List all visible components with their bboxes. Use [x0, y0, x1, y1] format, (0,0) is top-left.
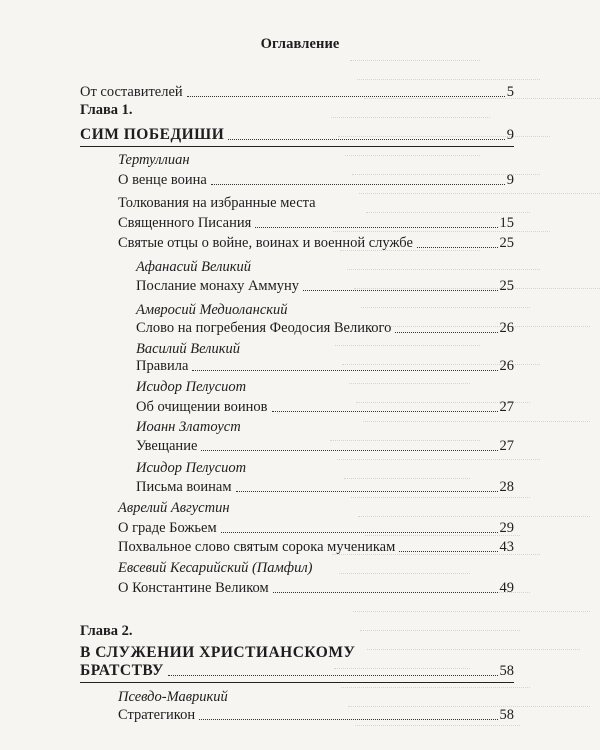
toc-entry-title: Афанасий Великий — [136, 259, 251, 275]
toc-entry — [80, 417, 514, 437]
toc-page-number: 58 — [499, 707, 514, 723]
toc-entry — [80, 300, 514, 320]
toc-entry-title: Евсевий Кесарийский (Памфил) — [118, 560, 313, 576]
toc-entry — [80, 498, 514, 518]
dot-leader — [303, 290, 498, 291]
toc-entry — [80, 257, 514, 277]
toc-entry-title: Стратегикон — [118, 707, 196, 723]
toc-entry — [80, 150, 514, 170]
toc-page-number: 25 — [499, 235, 514, 251]
toc-entry — [80, 100, 514, 120]
toc-entry-title: В СЛУЖЕНИИ ХРИСТИАНСКОМУ — [80, 644, 356, 661]
toc-page-number: 9 — [506, 127, 514, 143]
dot-leader — [211, 184, 505, 185]
toc-entry-title: Толкования на избранные места — [118, 195, 316, 211]
toc-entry-title: Правила — [136, 358, 189, 374]
dot-leader — [255, 227, 498, 228]
toc-entry-title: От составителей — [80, 84, 183, 100]
toc-entry — [80, 687, 514, 707]
dot-leader — [399, 551, 498, 552]
toc-page-number: 49 — [499, 580, 514, 596]
toc-entry — [80, 436, 514, 456]
page-title: Оглавление — [260, 36, 340, 52]
toc-page-number: 25 — [499, 278, 514, 294]
toc-entry — [80, 82, 514, 102]
toc-entry — [80, 397, 514, 417]
toc-entry-title: Тертуллиан — [118, 152, 190, 168]
toc-page-number: 28 — [499, 479, 514, 495]
toc-entry-title: Послание монаху Аммуну — [136, 278, 300, 294]
toc-entry — [80, 318, 514, 338]
toc-page-number: 43 — [499, 539, 514, 555]
toc-entry-title: Глава 2. — [80, 623, 133, 639]
toc-page-number: 26 — [499, 320, 514, 336]
dot-leader — [395, 332, 498, 333]
toc-entry-title: Исидор Пелусиот — [136, 379, 247, 395]
toc-entry-title: О венце воина — [118, 172, 207, 188]
toc-entry — [80, 125, 514, 145]
toc-page-number: 27 — [499, 399, 514, 415]
toc-entry — [80, 233, 514, 253]
dot-leader — [417, 247, 498, 248]
toc-entry — [80, 518, 514, 538]
toc-entry — [80, 170, 514, 190]
toc-page-number: 29 — [499, 520, 514, 536]
toc-entry-title: Об очищении воинов — [136, 399, 268, 415]
toc-entry — [80, 477, 514, 497]
chapter-rule — [80, 682, 514, 683]
toc-entry — [80, 661, 514, 681]
dot-leader — [272, 411, 498, 412]
dot-leader — [236, 491, 498, 492]
toc-entry — [80, 193, 514, 213]
toc-entry — [80, 537, 514, 557]
toc-entry — [80, 643, 514, 663]
toc-entry-title: Амвросий Медиоланский — [136, 302, 288, 318]
dot-leader — [273, 592, 498, 593]
toc-page-number: 58 — [499, 663, 514, 679]
dot-leader — [187, 96, 505, 97]
toc-entry — [80, 458, 514, 478]
dot-leader — [201, 450, 498, 451]
toc-entry-title: Письма воинам — [136, 479, 232, 495]
dot-leader — [168, 675, 498, 676]
toc-page-number: 15 — [499, 215, 514, 231]
toc-entry-title: О граде Божьем — [118, 520, 217, 536]
toc-entry-title: СИМ ПОБЕДИШИ — [80, 126, 225, 143]
toc-page-number: 26 — [499, 358, 514, 374]
toc-entry-title: Глава 1. — [80, 102, 133, 118]
toc-page-number: 5 — [506, 84, 514, 100]
toc-entry — [80, 558, 514, 578]
dot-leader — [228, 139, 505, 140]
chapter-rule — [80, 146, 514, 147]
toc-entry-title: Исидор Пелусиот — [136, 460, 247, 476]
toc-entry-title: Святые отцы о войне, воинах и военной службе — [118, 235, 413, 251]
toc-page-number: 27 — [499, 438, 514, 454]
toc-entry-title: Аврелий Августин — [118, 500, 230, 516]
toc-entry-title: Псевдо-Маврикий — [118, 689, 228, 705]
dot-leader — [199, 719, 498, 720]
toc-entry-title: О Константине Великом — [118, 580, 269, 596]
toc-entry — [80, 356, 514, 376]
toc-entry — [80, 621, 514, 641]
toc-entry-title: Священного Писания — [118, 215, 252, 231]
toc-entry-title: Слово на погребения Феодосия Великого — [136, 320, 392, 336]
toc-entry — [80, 705, 514, 725]
dot-leader — [221, 532, 498, 533]
toc-page-number: 9 — [506, 172, 514, 188]
dot-leader — [192, 370, 498, 371]
toc-entry-title: Похвальное слово святым сорока мученикам — [118, 539, 396, 555]
toc-entry-title: Иоанн Златоуст — [136, 419, 241, 435]
toc-entry — [80, 276, 514, 296]
toc-entry-title: БРАТСТВУ — [80, 662, 164, 679]
toc-entry-title: Василий Великий — [136, 341, 241, 357]
toc-entry — [80, 578, 514, 598]
toc-entry — [80, 377, 514, 397]
toc-entry-title: Увещание — [136, 438, 198, 454]
toc-entry — [80, 213, 514, 233]
